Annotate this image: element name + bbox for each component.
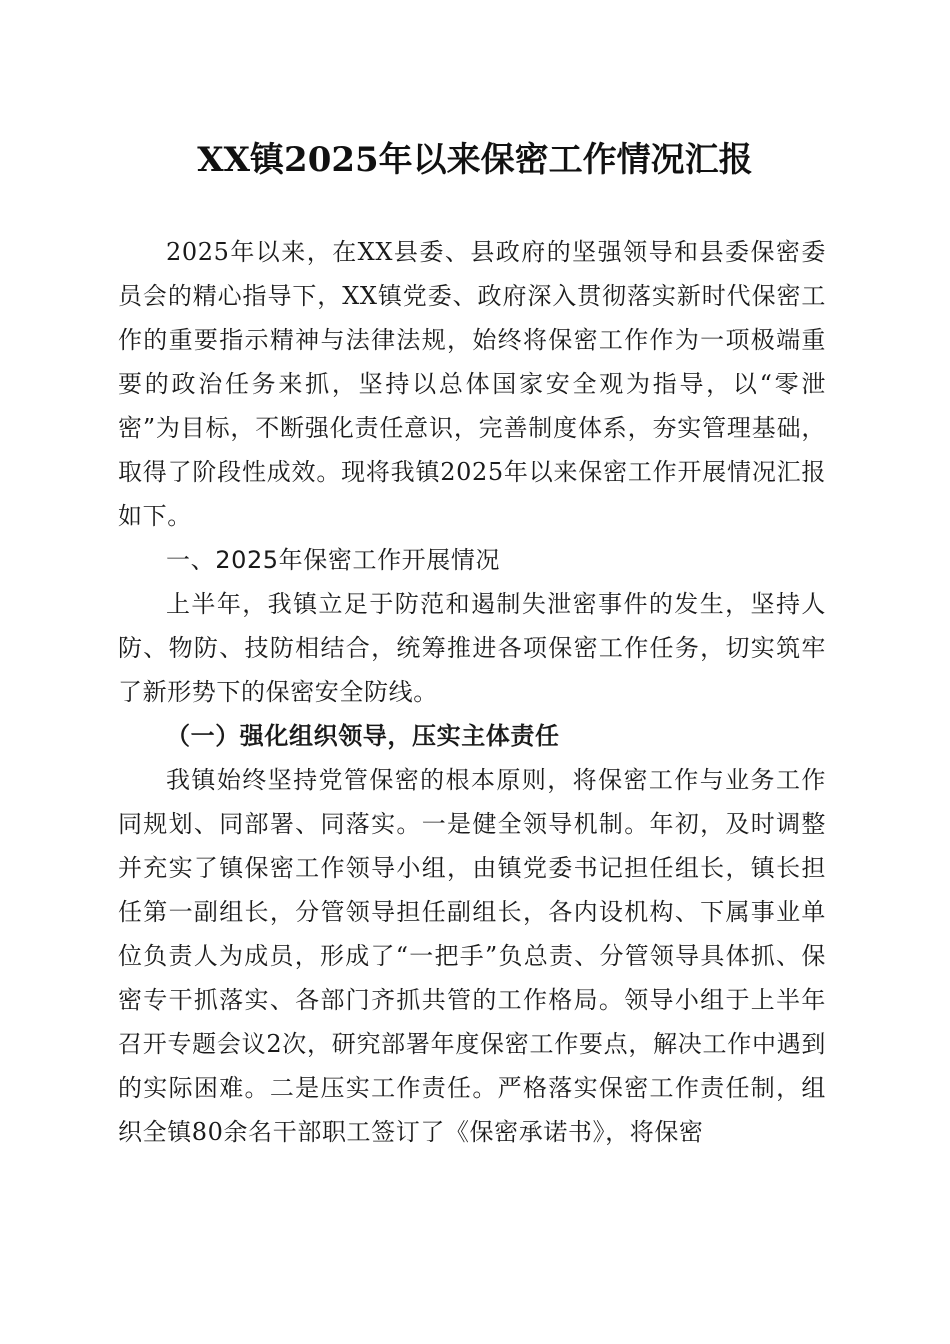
subsection-heading-1: （一）强化组织领导，压实主体责任: [166, 721, 560, 750]
document-title: XX镇2025年以来保密工作情况汇报: [197, 140, 753, 180]
document-body: [118, 230, 826, 1154]
subsection-1-paragraph: 我镇始终坚持党管保密的根本原则，将保密工作与业务工作同规划、同部署、同落实。一是健全领导机制。年初，及时调整并充实了镇保密工作领导小组，由镇党委书记担任组长，镇长担任第一副组长，分管领导担任副组长，各内设机构、下属事业单位负责人为成员，形成了“一把手”负总责、分管领导具体抓、保密专干抓落实、各部门齐抓共管的工作格局。领导小组于上半年召开专题会议2次，研究部署年度保密工作要点，解决工作中遇到的实际困难。二是压实工作责任。严格落实保密工作责任制，组织全镇80余名干部职工签订了《保密承诺书》，将保密: [118, 766, 826, 1146]
section-1-paragraph: 上半年，我镇立足于防范和遏制失泄密事件的发生，坚持人防、物防、技防相结合，统筹推进各项保密工作任务，切实筑牢了新形势下的保密安全防线。: [118, 590, 826, 706]
intro-paragraph: 2025年以来，在XX县委、县政府的坚强领导和县委保密委员会的精心指导下，XX镇党委、政府深入贯彻落实新时代保密工作的重要指示精神与法律法规，始终将保密工作作为一项极端重要的政治任务来抓，坚持以总体国家安全观为指导，以“零泄密”为目标，不断强化责任意识，完善制度体系，夯实管理基础，取得了阶段性成效。现将我镇2025年以来保密工作开展情况汇报如下。: [118, 238, 826, 530]
section-heading-1: 一、2025年保密工作开展情况: [166, 546, 501, 574]
